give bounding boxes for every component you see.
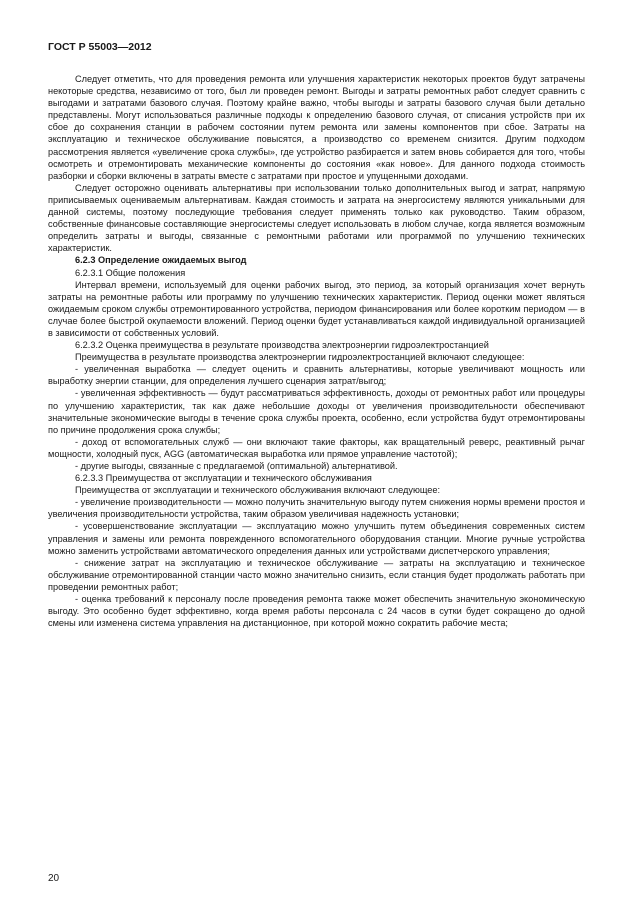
list-item: - другие выгоды, связанные с предлагаемой (оптимальной) альтернативой.	[75, 461, 398, 471]
paragraph: Следует отметить, что для проведения ремонта или улучшения характеристик некоторых проектов будут затрачены некоторые средства, независимо от того, был ли проведен ремонт. Выгоды и затраты ремонтных работ следует сравнить с выгодами и затратами базового случая. Поэтому крайне важно, чтобы выгоды и затраты базового случая были детально представлены. Могут использоваться различные подходы к определению базового случая, от списания устройств при их сбое до сохранения станции в рабочем состоянии путем ремонта или замены компонентов при сбое. Затраты на эксплуатацию и техническое обслуживание повысятся, а производство со временем снизится. Другим подходом рассмотрения является «увеличение срока службы», где устройство разбирается и затем вновь собирается для того, чтобы осмотреть и отремонтировать механические компоненты до состояния «как новое». Для данного подхода стоимость разборки и сборки включены в затраты вместе с затратами при простое и упущенными доходами.	[48, 74, 585, 181]
page-number: 20	[48, 873, 60, 884]
subsection-heading: 6.2.3.1 Общие положения	[75, 267, 186, 278]
document-body	[48, 73, 585, 629]
document-page	[48, 40, 585, 629]
list-item: - увеличение производительности — можно получить значительную выгоду путем снижения нормы времени простоя и увеличения производительности устройства, таким образом увеличивая надежность установки;	[48, 497, 585, 520]
document-header: ГОСТ Р 55003—2012	[48, 41, 152, 53]
list-item: - увеличенная выработка — следует оценить и сравнить альтернативы, которые увеличивают мощность или выработку энергии станции, для определения лучшего сценария затрат/выгод;	[48, 364, 585, 387]
paragraph: Интервал времени, используемый для оценки рабочих выгод, это период, за который организация хочет вернуть затраты на ремонтные работы или программу по улучшению технических характеристик. Период оценки может являться ожидаемым сроком службы отремонтированного устройства, периодом финансирования или более коротким периодом — в случае более быстрой окупаемости вложений. Период оценки будет устанавливаться каждой индивидуальной организацией в зависимости от собственных условий.	[48, 279, 585, 338]
paragraph: Следует осторожно оценивать альтернативы при использовании только дополнительных выгод и затрат, напрямую приписываемых оцениваемым альтернативам. Каждая стоимость и затрата на энергосистему являются уникальными для данной системы, поэтому последующие требования следует применять только как руководство. Таким образом, собственные финансовые составляющие энергосистемы следует использовать в любом случае, когда является возможным определить затраты и выгоды, связанные с ремонтными работами или программой по улучшению технических характеристик.	[48, 182, 585, 254]
list-item: - доход от вспомогательных служб — они включают такие факторы, как вращательный реверс, реактивный рычаг мощности, холодный пуск, AGG (автоматическая выработка или прямое управление частотой);	[48, 436, 585, 459]
paragraph: Преимущества в результате производства электроэнергии гидроэлектростанцией включают следующее:	[75, 352, 525, 363]
list-item: - усовершенствование эксплуатации — эксплуатацию можно улучшить путем объединения современных систем управления и замены или ремонта поврежденного вспомогательного оборудования станции. Многие ручные устройства можно заменить устройствами автоматического определения данных или устройствами диспетчерского управления;	[48, 521, 585, 556]
subsection-heading: 6.2.3.3 Преимущества от эксплуатации и технического обслуживания	[75, 473, 372, 484]
list-item: - оценка требований к персоналу после проведения ремонта также может обеспечить значительную экономическую выгоду. Это особенно будет эффективно, когда время работы персонала с 24 часов в сутки будет сокращено до одной смены или изменена система управления на дистанционное, при которой можно сократить рабочие места;	[48, 594, 585, 629]
subsection-heading: 6.2.3.2 Оценка преимущества в результате производства электроэнергии гидроэлектростанцией	[75, 340, 489, 351]
paragraph: Преимущества от эксплуатации и технического обслуживания включают следующее:	[75, 485, 441, 496]
list-item: - снижение затрат на эксплуатацию и техническое обслуживание — затраты на эксплуатацию и техническое обслуживание отремонтированной станции часто можно значительно снизить, если станция будет продолжать работать при проведении ремонтных работ;	[48, 557, 585, 592]
list-item: - увеличенная эффективность — будут рассматриваться эффективность, доходы от ремонтных работ или процедуры по улучшению характеристик, так как даже небольшие доходы от увеличения производительности обеспечивают значительные экономические выгоды в течение срока службы проекта, особенно, если устройства будут отремонтированы по причине продолжения срока службы;	[48, 388, 585, 435]
section-heading: 6.2.3 Определение ожидаемых выгод	[75, 255, 247, 266]
